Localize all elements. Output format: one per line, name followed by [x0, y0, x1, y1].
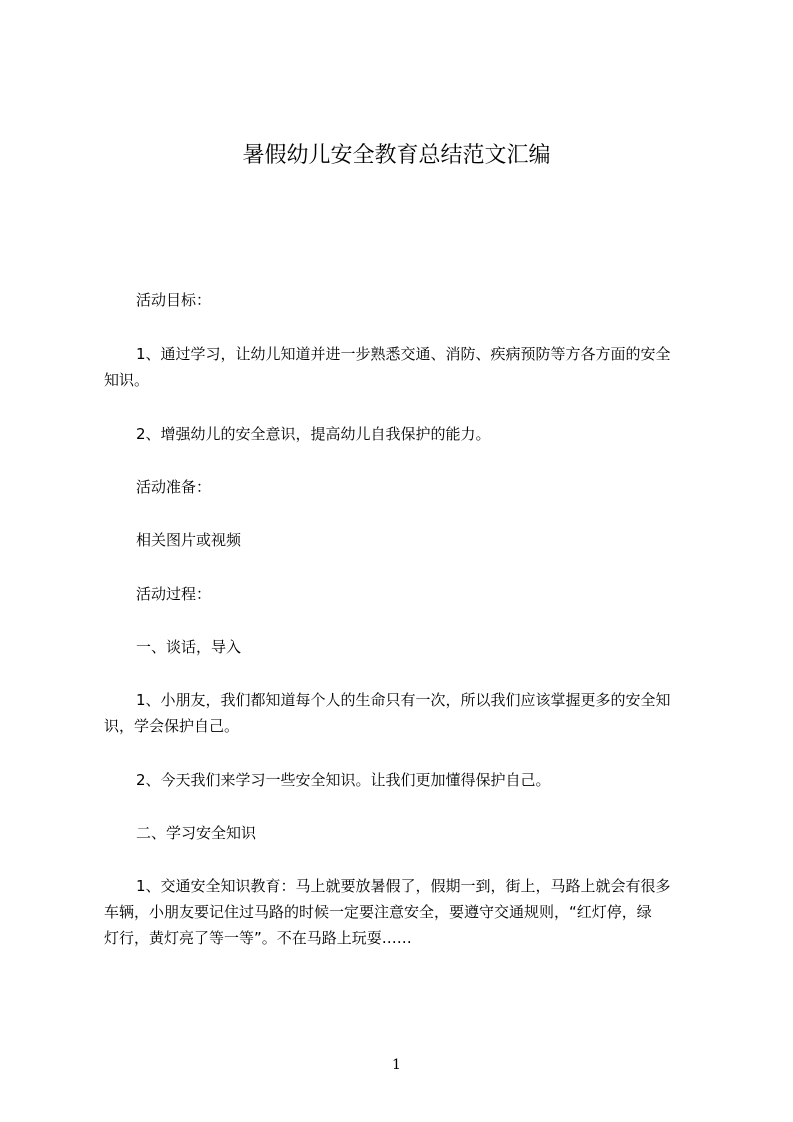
paragraph-line: 活动过程：	[136, 585, 212, 603]
paragraph-line: 二、学习安全知识	[136, 824, 257, 842]
paragraph-line: 2、今天我们来学习一些安全知识。让我们更加懂得保护自己。	[136, 771, 551, 789]
paragraph-line: 识，学会保护自己。	[104, 717, 240, 735]
paragraph-goal-1	[104, 341, 712, 393]
document-title: 暑假幼儿安全教育总结范文汇编	[242, 143, 551, 168]
paragraph-activity-goals-heading	[104, 287, 712, 313]
paragraph-line: 活动准备：	[136, 478, 212, 496]
paragraph-section-1-item-1	[104, 687, 712, 739]
page-number: 1	[392, 1057, 401, 1073]
paragraph-section-2-item-1	[104, 873, 712, 951]
paragraph-line: 2、增强幼儿的安全意识，提高幼儿自我保护的能力。	[136, 425, 491, 443]
paragraph-line: 一、谈话，导入	[136, 638, 242, 656]
paragraph-process-heading	[104, 581, 712, 607]
paragraph-preparation-heading	[104, 474, 712, 500]
paragraph-line: 相关图片或视频	[136, 531, 242, 549]
paragraph-preparation-materials	[104, 527, 712, 553]
paragraph-line: 1、交通安全知识教育：马上就要放暑假了，假期一到，街上，马路上就会有很多	[136, 877, 671, 895]
paragraph-line: 灯行，黄灯亮了等一等”。不在马路上玩耍……	[104, 929, 412, 947]
paragraph-section-2-heading	[104, 820, 712, 846]
paragraph-line: 活动目标：	[136, 291, 212, 309]
paragraph-section-1-heading	[104, 634, 712, 660]
paragraph-line: 1、通过学习，让幼儿知道并进一步熟悉交通、消防、疾病预防等方各方面的安全	[136, 345, 671, 363]
paragraph-line: 知识。	[104, 371, 150, 389]
paragraph-line: 车辆，小朋友要记住过马路的时候一定要注意安全，要遵守交通规则，“红灯停，绿	[104, 903, 652, 921]
paragraph-section-1-item-2	[104, 767, 712, 793]
paragraph-goal-2	[104, 421, 712, 447]
paragraph-line: 1、小朋友，我们都知道每个人的生命只有一次，所以我们应该掌握更多的安全知	[136, 691, 671, 709]
